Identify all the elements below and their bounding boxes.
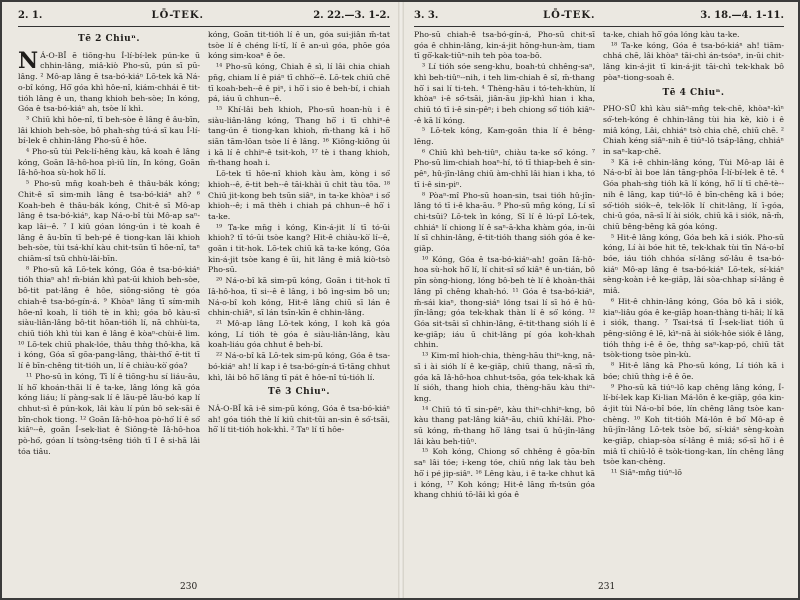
left-page: [2, 2, 400, 598]
paragraph: ⁶ Chiū khì beh-tiûⁿ, chiàu ta-ke só͘ kóng. ⁷ Pho-sū lim-chiah hoaⁿ-hí, tó tī thiap-beh ê sin-pêⁿ, hû-jîn-lâng chiū àm-chhī lâi hian i kha, tó tī i-ê sin-piⁿ.: [414, 147, 595, 189]
paragraph: ¹⁰ Kóng, Góa ê tsa-bó-kiáⁿ-ah! goān Iâ-hô-hoa sù-hok hō͘ lí, lí chit-sî só͘ kiâⁿ ê un-tián, bô pīn sòng-hiong, lóng bô-beh tè lí ê khoàn-thāi lâng pī chêng khah-hó. ¹¹ Góa ê tsa-bó-kiáⁿ, m̄-sái kiaⁿ, thong-siáⁿ lóng tsai lí sī hó ê hû-jîn-lâng; góa tek-khak thàn lí ê só͘ kóng. ¹² Góa sit-tsāi sī chhin-lâng, ē-tit-thang sióh lí ê ke-giāp; iáu ū chit-lâng pí góa koh-khah chhin.: [414, 254, 595, 350]
paragraph: NÁ-O-BÎ kā i-ê sim-pū kóng, Góa ê tsa-bó-kiáⁿ ah! góa tióh thè lí kiû chit-tūi an-sin ê só͘-tsāi, hō͘ lí tit-tióh hok-khì. ² Taⁿ lí tī hôe-: [208, 403, 390, 435]
paragraph: ¹⁸ Ta-ke kóng, Góa ê tsa-bó-kiáⁿ ah! tiām-chhá chē, lâi khòaⁿ tāi-chì án-tsóaⁿ, in-ūi chit-lâng kin-á-jit tī kin-á-jit tāi-chì tek-khak bô pòaⁿ-tiong-soah ê.: [603, 40, 784, 82]
paragraph: ³ Chiū khì hôe-nî, tī beh-sòe ê lâng ê âu-bīn, lâi khioh beh-sòe, bô phah-sǹg tú-á sī kau Í-lí-bí-lek ê chhin-lâng Pho-sū ê hôe.: [18, 114, 200, 146]
page-number-right: 231: [598, 582, 616, 592]
paragraph: kóng, Goān tit-tióh lí ê un, góa sui-jiân m̄-tat tsòe lí ê chéng lí-tî, lí ē an-uì góa, phōe góa kóng sim-koaⁿ ê ōe.: [208, 30, 390, 61]
paragraph: Lō-tek tī hôe-nî khioh kàu àm, kòng i só͘ khioh--ê, ē-tit beh--ê tāi-khài ū chi̍t tàu tōa. ¹⁸ Chiū jit-kong beh tsūn siâⁿ, in ta-ke khòaⁿ i só͘ khioh--ê; i mā thèh i chiah pá chhun--ê hō͘ i ta-ke.: [208, 169, 390, 221]
paragraph: ⁵ Hit-ê lâng kóng, Góa beh kā i siók. Pho-sū kóng, Lí ài bóe hit tē, tek-khak tùi tīn Ná-o-bî bóe, iáu tióh chhóa sí-lâng só͘-lâu ê tsa-bó-kiáⁿ Mô-ap lâng ê tsa-bó-kiáⁿ Lō-tek, sí-kiáⁿ sèng-koàn i-ê ke-giāp, lâi sòa-chhap sí-lâng ê miâ.: [603, 232, 784, 296]
paragraph: ⁵ Pho-sū mn̄g koah-beh ê thâu-bák kóng; Chit-ê sī sim-mih lâng ê tsa-bó-kiáⁿ ah? ⁶ Koah-beh ê thâu-bák kóng, Chit-ê sī Mô-ap lâng ê tsa-bó-kiáⁿ, kap Ná-o-bî tùi Mô-ap saⁿ-kap lâi--ê. ⁷ I kiû góan lóng-ún i tè koah ê lâng ê âu-bīn tī beh-pé ê tiong-kan lâi khioh beh-sòe, tùi tsá-khí kàu chit-tsūn tī hôe-nî, taⁿ chiām-sî tsū chhù-lāi-bīn.: [18, 179, 200, 264]
right-header-right: 3. 18.—4. 1-11.: [700, 10, 784, 21]
paragraph: ⁶ Hit-ê chhin-lâng kóng, Góa bô kā i siók, kiaⁿ-liâu góa ê ke-giāp hoan-thàng ti-hāi; lí kā i siók, thang. ⁷ Tsai-tsá tī Í-sek-liat tióh ū pêng-siōng ê lē, kìⁿ-nā ài siók-hôe siók ê lâng, tióh thǹg i-ê ê ōe, thǹg saⁿ-kap-pó, chiū tāt tsòk-tiong tsòe pìn-kù.: [603, 296, 784, 360]
drop-cap: N: [18, 47, 39, 74]
paragraph: ⁵ Lō-tek kóng, Kam-goān thia lí ê bêng-lēng.: [414, 126, 595, 147]
right-page-header: [414, 10, 784, 21]
left-header-rule: [18, 26, 390, 27]
right-column-2: [603, 30, 784, 578]
paragraph: ²⁰ Ná-o-bî kā sim-pū kóng, Goān i tit-hok tī Iâ-hô-hoa, tī si--ê ê lâng, i bô ìng-sim bô un; Ná-o-bî koh kóng, Hit-ê lâng chiū sī lán ê chhin-chiâⁿ, sī lán tsīn-kīn ê chhin-lâng.: [208, 276, 390, 318]
paragraph: ²² Ná-o-bî kā Lō-tek sim-pū kóng, Góa ê tsa-bó-kiáⁿ ah! lí kap i ê tsa-bó-gín-á tī-tāng chhut khì, lâi bô hō͘ lâng tī pát ê hôe-nî tú-tióh lí.: [208, 351, 390, 382]
paragraph: ta-ke, chiah hō͘ góa lóng kàu ta-ke.: [603, 30, 740, 39]
paragraph: ¹¹ Pho-sū ìn kóng, Tī lí ê tiōng-hu sí liáu-āu, lí hō͘ khoán-thāi lí ê ta-ke, lâng lóng kā góa kóng liáu; lí pàng-sak lí ê lāu-pē lāu-bó kap lí chhut-sì ê pún-kok, lâi kàu lí pún bô sek-sāi ê bîn-chok tiong. ¹² Goān Iâ-hô-hoa pò-hó͘ lí ê só͘ kiâⁿ--ê, goān Í-sek-liat ê Siōng-tè Iâ-hô-hoa pò-hó͘, góan lí tsòng-tsêng tióh tī I ê si-hā lâi tóa tiâu.: [18, 371, 200, 456]
left-page-header: [18, 10, 390, 21]
paragraph: ¹⁵ Khí-lâi beh khioh, Pho-sū hoan-hù i ê siàu-liân-lâng kóng, Thang hō͘ i tī chhiⁿ-ê tang-ún ê tiong-kan khioh, m̄-thang kâ i hō͘ siān tām-lōan tsòe lí ê lâng. ¹⁶ Kiōng-kiōng ūi i kā lí ê chhiⁿ-ê tsit-koh, ¹⁷ tè i thang khioh, m̄-thang hoah i.: [208, 104, 390, 168]
chapter-2-heading: Tē 2 Chiuⁿ.: [78, 34, 140, 44]
left-header-title: LŌ-TEK.: [151, 10, 205, 21]
chapter-3-heading: Tē 3 Chiuⁿ.: [268, 387, 330, 398]
paragraph: ⁸ Pòaⁿ-mî Pho-sū hoan-sin, tsai tióh hû-jîn-lâng tó tī i-ê kha-āu. ⁹ Pho-sū mn̄g kóng, Lí sī chi-tsūi? Lō-tek ìn kóng, Sī lí ê lú-pî Lō-tek, chhiáⁿ lí chiong lí ê saⁿ-ā-kha khàm góa, in-ūi lí sī chhin-lâng, ē-tit-tióh thang sióh góa ê ke-giāp.: [414, 190, 595, 254]
paragraph: Pho-sū chiah-ê tsa-bó-gín-á, Pho-sū chit-sī góa ê chhin-lâng, kin-á-jit hōng-hun-àm, tiam tī gō͘-kak-tiūⁿ-nih teh pòa toa-bō.: [414, 30, 595, 61]
paragraph: ⁸ Pho-sū kā Lō-tek kóng, Góa ê tsa-bó-kiáⁿ tióh thiaⁿ ah! m̄-bián khì pat-ūi khioh beh-sòe, bô-tit pat-lâng ê hôe, siōng-siōng tè góa chiah-ê tsa-bó-gín-á. ⁹ Khòaⁿ lâng tī sím-mih hôe-nî koah, lí tióh tè in khì; góa bô kàu-sī siàu-liân-lâng bô-tit hōan-tióh lí, nā chhùi-ta, chiū tióh khì tùi kan ê lâng ê kòaⁿ-chùi-ê lim. ¹⁰ Lō-tek chiū phak-lóe, thâu thǹg thô-kha, kā i kóng, Góa sī gōa-pang-lâng, thài-thó͘ ē-tit tī lí ê bīn-chêng tit-tióh un, lí ē chiàu-kò͘ góa?: [18, 264, 200, 371]
paragraph: ⁴ Pho-sū tùi Pek-lí-hêng kàu, kā koah ê lâng kóng, Goān Iâ-hô-hoa pì-iū lín, In kóng, Goān Iâ-hô-hoa sù-hok hō͘ lí.: [18, 147, 200, 178]
right-header-rule: [414, 26, 784, 27]
paragraph: ²¹ Mô-ap lâng Lō-tek kóng, I koh kā góa kóng, Lí tióh tè góa ê siàu-liân-lâng, kàu koah-liáu góa chhut ê beh-bí.: [208, 318, 390, 350]
chapter-4-heading: Tē 4 Chiuⁿ.: [662, 87, 725, 98]
page-number-left: 230: [180, 582, 198, 592]
paragraph: ¹⁴ Chiū tó tī sin-pêⁿ, kàu thiⁿ-chhiⁿ-kng, bô kàu thang pat-lâng kiâⁿ-āu, chiū khí-lâi. Pho-sū kóng, m̄-thang hō͘ lâng tsai ū hū-jîn-lâng lâi kàu beh-tiûⁿ.: [414, 404, 595, 446]
paragraph: ¹¹ Siâⁿ-mn̂g tiúⁿ-lō: [611, 468, 682, 478]
paragraph: N Á-O-BÎ ē tiōng-hu Í-lí-bí-lek pún-ke ū chhin-lâng, miâ-kiò Pho-sū, pún sī pū-lâng. ² Mô-ap lâng ē tsa-bó-kiáⁿ Lō-tek kā Ná-o-bî kóng, Hō͘ góa khì hôe-nî, kiám-chhái ē tit-tióh lâng ê un, thang khioh beh-sòe; In kóng, Góa ê tsa-bó-kiáⁿ ah, tsòe lí khì.: [18, 47, 200, 114]
left-column-1: [18, 30, 200, 578]
paragraph: ⁸ Hit-ê lâng kā Pho-sū kóng, Lí tióh kā i bóe; chiū thǹg i-ê ê ōe.: [603, 361, 784, 381]
paragraph: ¹⁹ Ta-ke mn̄g i kóng, Kin-á-jit lí tī tó-ūi khioh? tī tó-ūi tsòe kang? Hit-ê chiàu-kò͘ lí--ê, goān i tit-hok. Lō-tek chiū kā ta-ke kóng, Góa kin-á-jit tsòe kang ê ūi, hit lâng ê miâ kiò-tsò Pho-sū.: [208, 222, 390, 275]
left-column-2: [208, 30, 390, 578]
left-header-left: 2. 1.: [18, 10, 43, 21]
book-gutter: [398, 2, 404, 598]
paragraph: PHO-SŪ khì kàu siâⁿ-mn̂g tek-chē, khòaⁿ-kìⁿ só͘-teh-kóng ê chhin-lâng tùi hia kè, kiò i ê miâ kóng, Lâi, chhiáⁿ tsò chia chē, chiū chē. ² Chiah kéng siâⁿ-nih ê tiúⁿ-lō tsáp-lâng, chhiáⁿ in saⁿ-kap-chē.: [603, 104, 784, 157]
paragraph: ¹³ Kim-mî hioh-chia, thèng-hāu thiⁿ-kng, nā-sī i ài sióh lí ê ke-giāp, chiū thang, nā-sī m̄, góa kā Iâ-hô-hoa chhut-tsōa, góa tek-khak kā lí sióh, thang hioh chia, thèng-hāu kàu thiⁿ-kng.: [414, 351, 595, 403]
right-page: [400, 2, 798, 598]
paragraph: ¹⁴ Pho-sū kóng, Chiah ê sì, lí lâi chia chiah pn̄g, chiam lí ê piáⁿ tī chhò͘--ē. Lō-tek chiū chē tī koah-beh--ê ê piⁿ, i hō͘ i sio ê beh-bí, i chiah pá, iáu ū chhun--ê.: [208, 62, 390, 104]
right-header-title: LŌ-TEK.: [543, 10, 596, 21]
book-spread: [2, 2, 798, 598]
left-header-right: 2. 22.—3. 1-2.: [313, 10, 390, 21]
paragraph: ³ Lí tióh sóe seng-khu, boah-tú chhêng-saⁿ, khì beh-tiûⁿ--nih, i teh lim-chiah ê sî, m̄-thang hō͘ i sai lí ti-teh. ⁴ Thèng-hāu i tó-teh-khùn, lí khòaⁿ i-ê só͘-tsāi, jiân-āu jip-khì hian i kha, chiū tó tī i-ê sin-pêⁿ; i beh chiong só͘ tióh kiâⁿ--ê kā lí kóng.: [414, 62, 595, 125]
right-column-1: [414, 30, 595, 578]
paragraph: ¹⁵ Koh kóng, Chiong só͘ chhêng ê gōa-bīn saⁿ lâi tóe; i-keng tóe, chiū nńg lak tàu beh hō͘ i pé jip-siâⁿ. ¹⁶ Lêng kàu, i ē ta-ke chhut kā i kóng, ¹⁷ Koh kóng; Hit-ê lâng m̄-tsún góa khang chhiú tō-lâi kì góa ê: [414, 447, 595, 500]
paragraph: ⁹ Pho-sū kā tiúⁿ-lō kap chêng lâng kóng, Í-lí-bí-lek kap Ki-lian Má-lôn ê ke-giāp, góa kin-á-jit tùi Ná-o-bî bóe, lín chêng lâng tsòe kan-chèng. ¹⁰ Koh tit-tióh Má-lôn ê bó͘ Mô-ap ê hū-jîn-lâng Lō-tek tsòe bó͘, sí-kiáⁿ sèng-koàn ke-giāp, chiap-sòa sí-lâng ê miâ; só͘-sī hō͘ i ê miâ tī chiū-lô ê tsòk-tiong-kan, lín chêng lâng tsòe kan-chèng.: [603, 382, 784, 467]
right-header-left: 3. 3.: [414, 10, 439, 21]
paragraph: ³ Kā i-ê chhin-lâng kóng, Tùi Mô-ap lâi ê Ná-o-bî ài boe lán tāng-phōa Í-lí-bí-lek ê tē. ⁴ Góa phah-sǹg tióh kā lí kóng, hō͘ lí tī chē-tè--nih ê lâng, kap tiúⁿ-lō ê bīn-chêng kā i bóe; só͘-tióh siók--ê, tek-lōk lí chit-lâng, lí ī-góa, chi-ū góa, nā-sī lí ài siók, chiū kā i siók, nā-m̄, chiū bêng-bêng kā góa kóng.: [603, 157, 784, 231]
